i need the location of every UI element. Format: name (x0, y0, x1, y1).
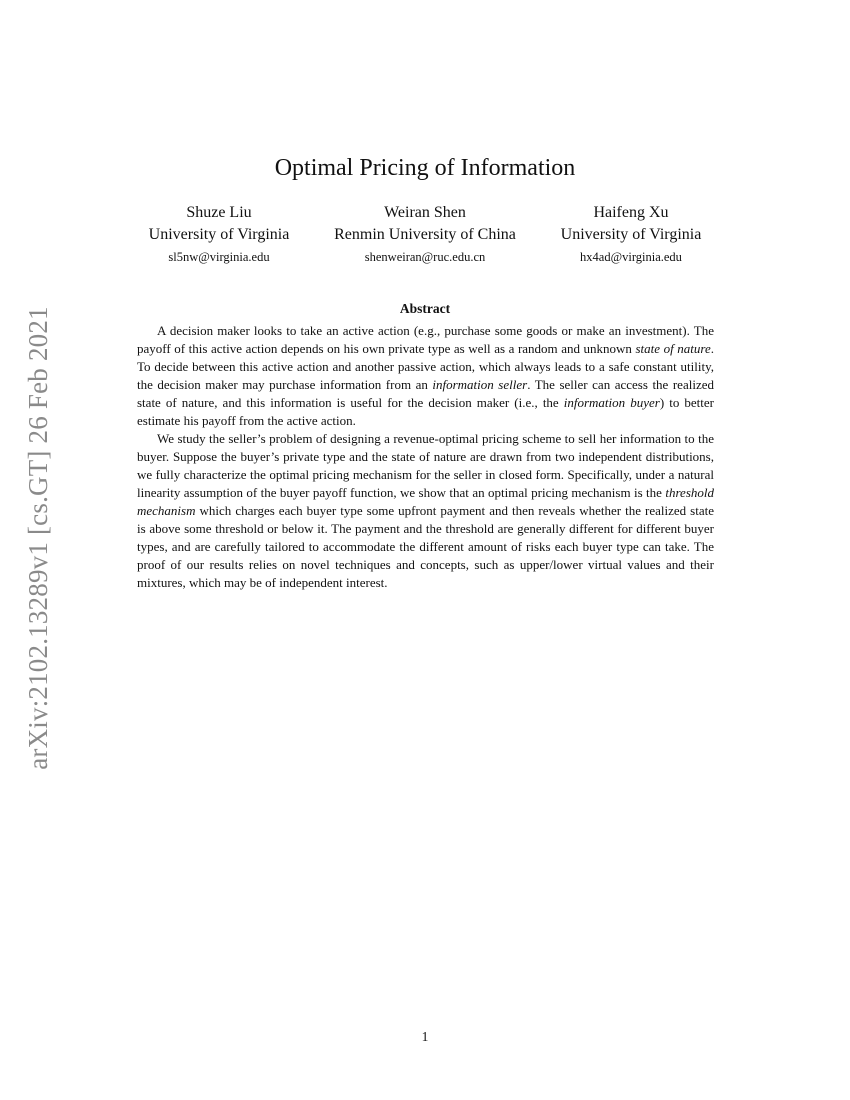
author-name: Haifeng Xu (593, 204, 669, 221)
author-name: Shuze Liu (186, 204, 252, 221)
author-block (531, 202, 731, 267)
arxiv-identifier-stamp: arXiv:2102.13289v1 [cs.GT] 26 Feb 2021 (23, 306, 53, 770)
abstract-text: which charges each buyer type some upfront payment and then reveals whether the realized state is above some threshold or below it. The payment and the threshold are generally different for different buyer types, and are carefully tailored to accommodate the different amount of risks each buyer type can take. The proof of our results relies on novel techniques and concepts, such as upper/lower virtual values and their mixtures, which may be of independent interest. (137, 503, 714, 590)
author-name: Weiran Shen (384, 204, 466, 221)
abstract-text: A decision maker looks to take an active action (e.g., purchase some goods or make an investment). The payoff of this active action depends on his own private type as well as a random and unknown (137, 323, 714, 356)
abstract-heading: Abstract (399, 301, 451, 316)
abstract-emphasis: state of nature (635, 341, 711, 356)
author-email: shenweiran@ruc.edu.cn (364, 250, 486, 264)
page-number: 1 (421, 1029, 429, 1044)
abstract-paragraph (137, 430, 714, 592)
abstract-body (137, 322, 714, 592)
author-email: hx4ad@virginia.edu (580, 250, 682, 264)
author-affiliation: Renmin University of China (334, 226, 516, 243)
abstract-text: ) to better estimate his payoff from the active action. (137, 395, 714, 428)
abstract-paragraph (137, 322, 714, 430)
author-block (325, 202, 525, 267)
abstract-emphasis: information buyer (563, 395, 660, 410)
abstract-emphasis: information seller (432, 377, 528, 392)
abstract-text: . The seller can access the realized state of nature, and this information is useful for the decision maker (i.e., the (137, 377, 714, 410)
author-affiliation: University of Virginia (560, 226, 702, 243)
abstract-text: We study the seller’s problem of designing a revenue-optimal pricing scheme to sell her information to the buyer. Suppose the buyer’s private type and the state of nature are drawn from two independent distributions, we fully characterize the optimal pricing mechanism for the seller in closed form. Specifically, under a natural linearity assumption of the buyer payoff function, we show that an optimal pricing mechanism is the (137, 431, 714, 500)
abstract-text: . To decide between this active action and another passive action, which always leads to a safe constant utility, the decision maker may purchase information from an (137, 341, 714, 392)
author-affiliation: University of Virginia (148, 226, 290, 243)
author-email: sl5nw@virginia.edu (168, 250, 270, 264)
abstract-emphasis: threshold mechanism (137, 485, 714, 518)
author-block (119, 202, 319, 267)
paper-title: Optimal Pricing of Information (274, 155, 576, 181)
